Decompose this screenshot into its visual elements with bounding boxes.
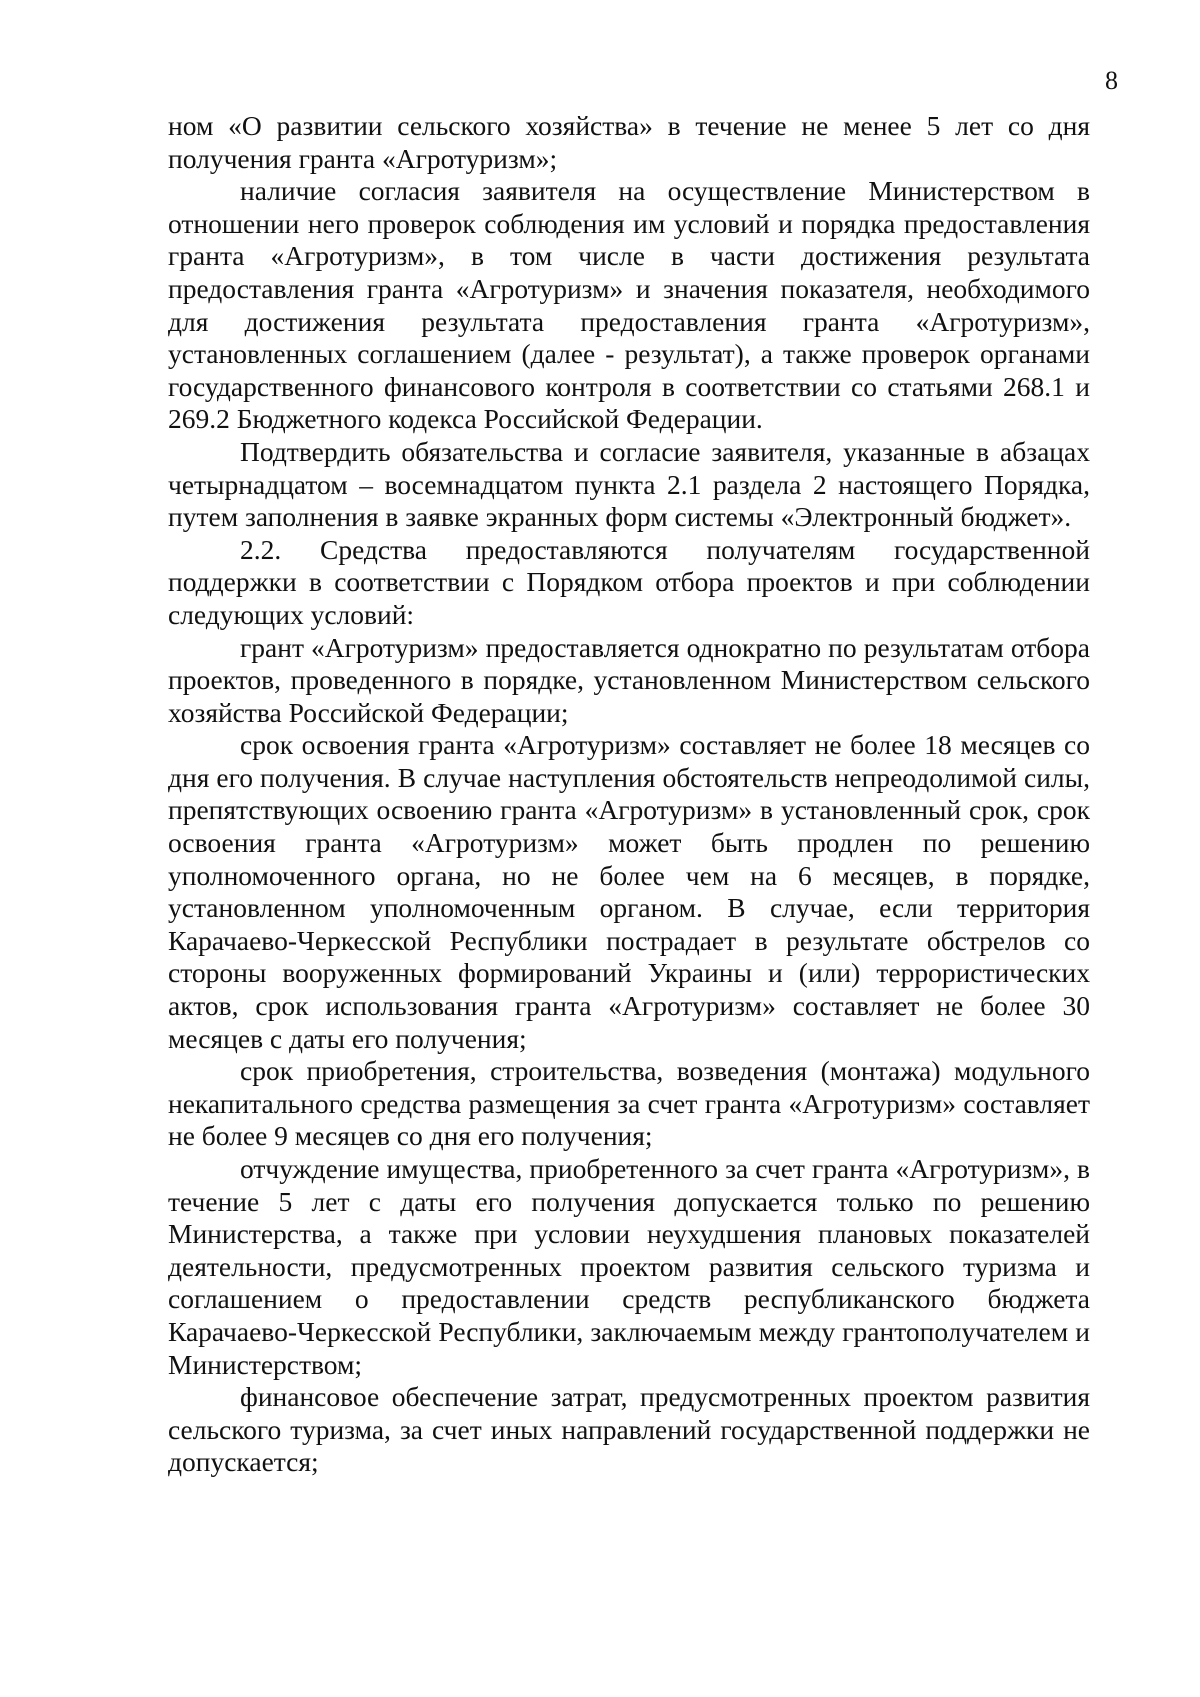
paragraph-continuation: ном «О развитии сельского хозяйства» в течение не менее 5 лет со дня получения гранта «Агротуризм»; xyxy=(168,110,1090,174)
paragraph-financing: финансовое обеспечение затрат, предусмотренных проектом развития сельского туризма, за счет иных направлений государственной поддержки не допускается; xyxy=(168,1381,1090,1478)
paragraph-acquisition-term: срок приобретения, строительства, возведения (монтажа) модульного некапитального средства размещения за счет гранта «Агротуризм» составляет не более 9 месяцев со дня его получения; xyxy=(168,1055,1090,1152)
paragraph-consent: наличие согласия заявителя на осуществление Министерством в отношении него проверок соблюдения им условий и порядка предоставления гранта «Агротуризм», в том числе в части достижения результата предоставления гранта «Агротуризм» и значения показателя, необходимого для достижения результата предоставления гранта «Агротуризм», установленных соглашением (далее - результат), а также проверок органами государственного финансового контроля в соответствии со статьями 268.1 и 269.2 Бюджетного кодекса Российской Федерации. xyxy=(168,175,1090,435)
paragraph-section-2-2: 2.2. Средства предоставляются получателям государственной поддержки в соответствии с Порядком отбора проектов и при соблюдении следующих условий: xyxy=(168,533,1090,630)
paragraph-grant-term: срок освоения гранта «Агротуризм» составляет не более 18 месяцев со дня его получения. В случае наступления обстоятельств непреодолимой силы, препятствующих освоению гранта «Агротуризм» в установленный срок, срок освоения гранта «Агротуризм» может быть продлен по решению уполномоченного органа, но не более чем на 6 месяцев, в порядке, установленном уполномоченным органом. В случае, если территория Карачаево-Черкесской Республики пострадает в результате обстрелов со стороны вооруженных формирований Украины и (или) террористических актов, срок использования гранта «Агротуризм» составляет не более 30 месяцев с даты его получения; xyxy=(168,729,1090,1054)
paragraph-grant-once: грант «Агротуризм» предоставляется однократно по результатам отбора проектов, проведенного в порядке, установленном Министерством сельского хозяйства Российской Федерации; xyxy=(168,631,1090,728)
paragraph-property-alienation: отчуждение имущества, приобретенного за счет гранта «Агротуризм», в течение 5 лет с даты его получения допускается только по решению Министерства, а также при условии неухудшения плановых показателей деятельности, предусмотренных проектом развития сельского туризма и соглашением о предоставлении средств республиканского бюджета Карачаево-Черкесской Республики, заключаемым между грантополучателем и Министерством; xyxy=(168,1153,1090,1380)
document-body xyxy=(168,110,1090,1479)
page-number: 8 xyxy=(1105,66,1118,95)
paragraph-confirmation: Подтвердить обязательства и согласие заявителя, указанные в абзацах четырнадцатом – восемнадцатом пункта 2.1 раздела 2 настоящего Порядка, путем заполнения в заявке экранных форм системы «Электронный бюджет». xyxy=(168,435,1090,533)
